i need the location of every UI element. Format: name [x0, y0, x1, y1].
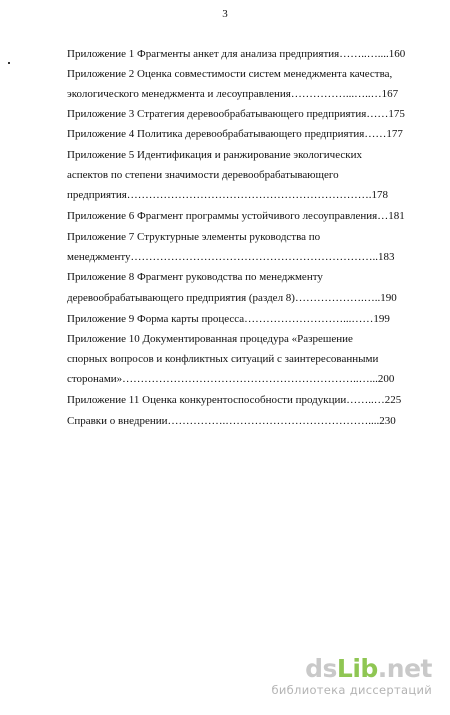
toc-entry-app4-line1: Приложение 4 Политика деревообрабатывающего предприятия……177	[67, 128, 403, 140]
scan-speck	[8, 62, 10, 64]
watermark-caption: библиотека диссертаций	[271, 683, 432, 697]
dslib-watermark	[271, 656, 432, 697]
toc-entry-app5-line3: предприятия………………………………………………………….178	[67, 189, 389, 201]
toc-entry-app7-line1: Приложение 7 Структурные элементы руководства по	[67, 231, 321, 243]
toc-entry-app7-line2: менеджменту…………………………………………………………..183	[67, 251, 395, 263]
toc-entry-app2-line2: экологического менеджмента и лесоуправления……………...…..…167	[67, 88, 399, 100]
toc-entry-app8-line2: деревообрабатывающего предприятия (раздел 8)……………….…..190	[67, 292, 397, 304]
toc-entry-app2-line1: Приложение 2 Оценка совместимости систем менеджмента качества,	[67, 68, 393, 80]
toc-entry-app10-line1: Приложение 10 Документированная процедура «Разрешение	[67, 333, 353, 345]
toc-entry-app3-line1: Приложение 3 Стратегия деревообрабатывающего предприятия……175	[67, 108, 405, 120]
page-number: 3	[222, 8, 228, 20]
logo-part-ds: ds	[305, 654, 337, 683]
toc-entry-app5-line2: аспектов по степени значимости деревообрабатывающего	[67, 169, 339, 181]
toc-entry-app8-line1: Приложение 8 Фрагмент руководства по менеджменту	[67, 271, 323, 283]
toc-entry-app10-line2: спорных вопросов и конфликтных ситуаций с заинтересованными	[67, 353, 379, 365]
toc-entry-app6-line1: Приложение 6 Фрагмент программы устойчивого лесоуправления…181	[67, 210, 405, 222]
toc-entry-app11-line1: Приложение 11 Оценка конкурентоспособности продукции……..…225	[67, 394, 402, 406]
dslib-logo	[271, 656, 432, 682]
toc-entry-app9-line1: Приложение 9 Форма карты процесса………………………...……199	[67, 313, 390, 325]
toc-entry-app10-line3: сторонами»………………………………………………………..…...200	[67, 373, 395, 385]
logo-part-net: .net	[377, 654, 432, 683]
toc-entry-references-line1: Справки о внедрении…………….…………………………………....230	[67, 415, 396, 427]
toc-entry-app1-line1: Приложение 1 Фрагменты анкет для анализа предприятия……..…....160	[67, 48, 406, 60]
logo-part-lib: Lib	[336, 654, 378, 683]
toc-entry-app5-line1: Приложение 5 Идентификация и ранжирование экологических	[67, 149, 362, 161]
